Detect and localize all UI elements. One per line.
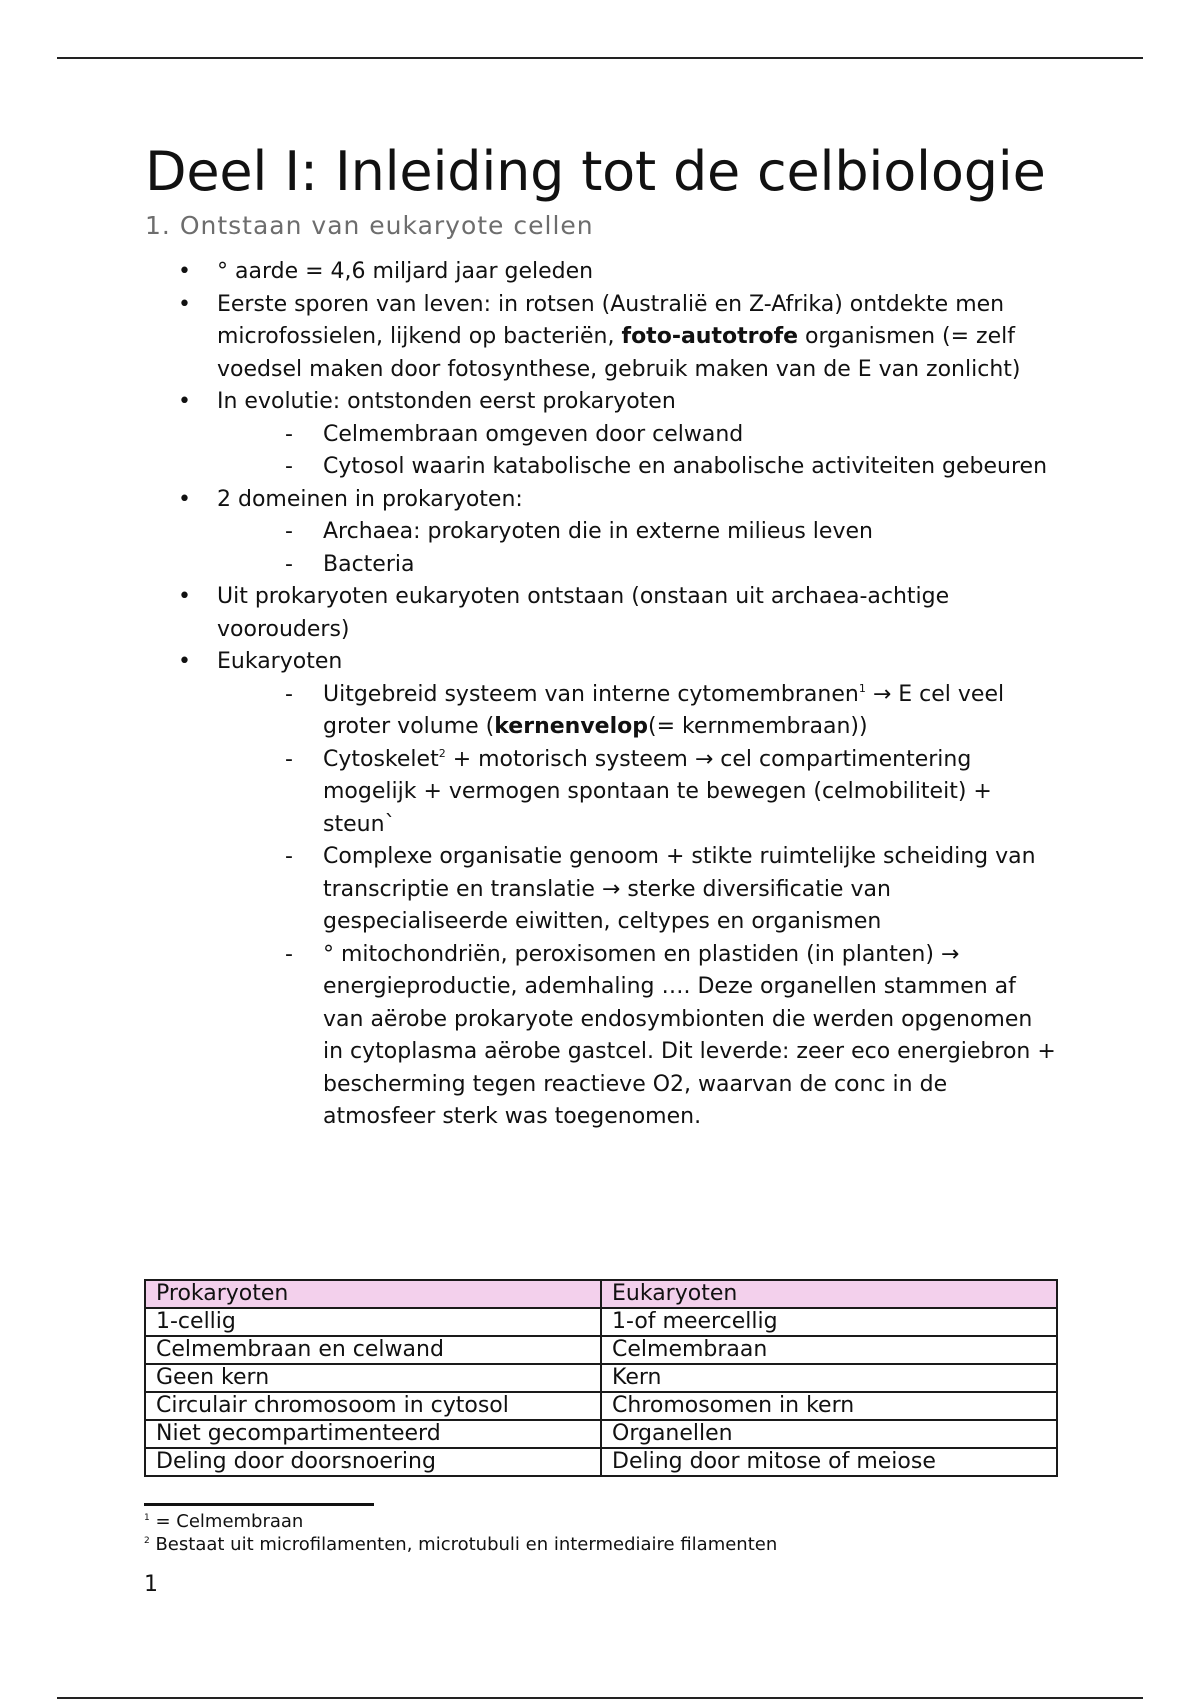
bullet-text: Eukaryoten (217, 649, 343, 674)
bullet-icon: • (178, 649, 191, 674)
table-row (145, 1392, 1057, 1420)
dash-icon: - (285, 681, 293, 707)
table-cell: Chromosomen in kern (601, 1392, 1057, 1420)
dash-icon: - (285, 421, 293, 447)
table-cell: Organellen (601, 1420, 1057, 1448)
sub-list (217, 419, 1057, 484)
bullet-icon: • (178, 259, 191, 284)
footnote-ref: 1 (858, 681, 866, 695)
bullet-text: ° aarde = 4,6 miljard jaar geleden (217, 259, 594, 284)
table-cell: Geen kern (145, 1364, 601, 1392)
bullet-text: In evolutie: ontstonden eerst prokaryoten (217, 389, 676, 414)
table-cell: Celmembraan (601, 1336, 1057, 1364)
list-item (145, 386, 1057, 484)
dash-icon: - (285, 551, 293, 577)
table-cell: Deling door mitose of meiose (601, 1448, 1057, 1476)
sub-item-text: Celmembraan omgeven door celwand (323, 421, 744, 447)
table-header-row (145, 1280, 1057, 1308)
bullet-icon: • (178, 584, 191, 609)
sub-list-item (145, 516, 1057, 549)
table-cell: Niet gecompartimenteerd (145, 1420, 601, 1448)
sub-item-text: → E cel veel groter volume ( (323, 681, 1005, 739)
footnote-ref: 2 (438, 746, 446, 760)
sub-item-text: + motorisch systeem → cel compartimentering mogelijk + vermogen spontaan te bewegen (celmobiliteit) + steun` (323, 746, 992, 837)
sub-item-text: Cytoskelet (323, 746, 439, 772)
sub-list (217, 516, 1057, 581)
list-item (145, 256, 1057, 289)
page-content (145, 140, 1065, 1134)
bullet-text: Eerste sporen van leven: in rotsen (Australië en Z-Afrika) ontdekte men microfossielen, lijkend op bacteriën, (217, 291, 1005, 349)
sub-list-item (145, 419, 1057, 452)
table-row (145, 1448, 1057, 1476)
bullet-text: 2 domeinen in prokaryoten: (217, 486, 523, 512)
bold-term: kernenvelop (494, 714, 648, 739)
table-cell: Circulair chromosoom in cytosol (145, 1392, 601, 1420)
dash-icon: - (285, 941, 293, 967)
footnote (144, 1533, 777, 1556)
bullet-text: Uit prokaryoten eukaryoten ontstaan (onstaan uit archaea-achtige voorouders) (217, 584, 950, 642)
table-row (145, 1364, 1057, 1392)
bold-term: foto-autotrofe (621, 324, 799, 349)
footnote-text: = Celmembraan (149, 1511, 304, 1532)
dash-icon: - (285, 519, 293, 544)
section-number: 1. (145, 211, 171, 240)
page-title: Deel I: Inleiding tot de celbiologie (145, 140, 1046, 203)
table-row (145, 1308, 1057, 1336)
list-item (145, 646, 1057, 1134)
list-item (145, 581, 1057, 646)
table-row (145, 1336, 1057, 1364)
dash-icon: - (285, 746, 293, 772)
footnote-mark: 1 (144, 1513, 150, 1523)
footnotes (144, 1510, 777, 1556)
header-rule (57, 57, 1143, 59)
footnote (144, 1510, 777, 1533)
bullet-list (145, 256, 1065, 1134)
sub-list-item (145, 841, 1057, 939)
sub-list-item (145, 549, 1057, 582)
sub-list (217, 679, 1057, 1134)
comparison-table (144, 1279, 1058, 1477)
sub-list-item (145, 679, 1057, 744)
table-cell: 1-cellig (145, 1308, 601, 1336)
sub-list-item (145, 451, 1057, 484)
sub-item-text: Bacteria (323, 551, 415, 577)
table-cell: Celmembraan en celwand (145, 1336, 601, 1364)
page-number: 1 (144, 1572, 158, 1597)
sub-item-text: ° mitochondriën, peroxisomen en plastiden (in planten) → energieproductie, ademhaling …. Deze organellen stammen af van aërobe prokaryote endosymbionten die werden opgenomen in cytoplasma aërobe gastcel. Dit leverde: zeer eco energiebron + bescherming tegen reactieve O2, waarvan de conc in de atmosfeer sterk was toegenomen. (323, 941, 1056, 1129)
table-header-cell: Prokaryoten (145, 1280, 601, 1308)
sub-list-item (145, 939, 1057, 1134)
section-heading (145, 210, 1065, 242)
dash-icon: - (285, 454, 293, 479)
bullet-text: organismen (= zelf voedsel maken door fotosynthese, gebruik maken van de E van zonlicht) (217, 324, 1021, 382)
sub-list-item (145, 744, 1057, 842)
table-cell: Deling door doorsnoering (145, 1448, 601, 1476)
bullet-icon: • (178, 389, 191, 414)
section-title: Ontstaan van eukaryote cellen (179, 211, 594, 240)
list-item (145, 484, 1057, 582)
footnote-mark: 2 (144, 1536, 150, 1546)
table-cell: Kern (601, 1364, 1057, 1392)
sub-item-text: Cytosol waarin katabolische en anabolische activiteiten gebeuren (323, 454, 1048, 479)
sub-item-text: Uitgebreid systeem van interne cytomembranen (323, 681, 859, 707)
table-header-cell: Eukaryoten (601, 1280, 1057, 1308)
table-row (145, 1420, 1057, 1448)
dash-icon: - (285, 844, 293, 869)
sub-item-text: Archaea: prokaryoten die in externe milieus leven (323, 519, 873, 544)
footnote-separator (144, 1503, 374, 1506)
bullet-icon: • (178, 291, 191, 317)
list-item (145, 289, 1057, 387)
footer-rule (57, 1697, 1143, 1699)
sub-item-text: (= kernmembraan)) (648, 714, 868, 739)
table-cell: 1-of meercellig (601, 1308, 1057, 1336)
bullet-icon: • (178, 486, 191, 512)
footnote-text: Bestaat uit microfilamenten, microtubuli en intermediaire filamenten (149, 1534, 778, 1555)
sub-item-text: Complexe organisatie genoom + stikte ruimtelijke scheiding van transcriptie en translatie → sterke diversificatie van gespecialiseerde eiwitten, celtypes en organismen (323, 844, 1036, 934)
